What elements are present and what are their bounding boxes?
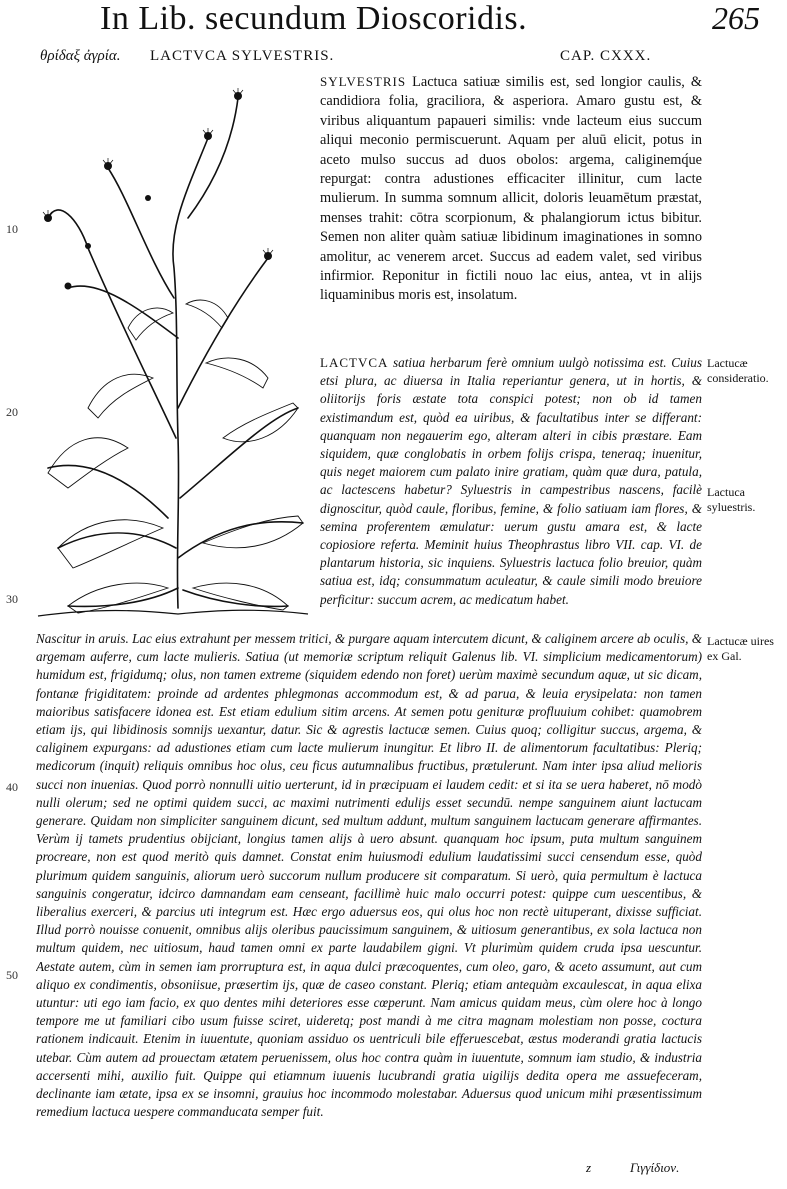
- running-title: In Lib. secundum Dioscoridis.: [100, 0, 528, 37]
- catchword: Γιγγίδιον.: [630, 1160, 680, 1175]
- commentary-lower-body: Nascitur in aruis. Lac eius extrahunt per messem tritici, & purgare aquam intercutem dicunt, & caliginem arcere ab oculis, & argemam auferre, cum lacte mulieris. Satiua (ut memoriæ scriptum reliquit Galenus lib. VI. simplicium medicamentorum) humidum est, frigidumq; olus, non tamen extreme (siquidem edendo non foret) uerùm maximè secundum aquæ, ut sic dicam, fontanæ frigiditatem: proinde ad ardentes phlegmonas accommodum est, & ad parua, & leuia erysipelata: non tamen maioribus satisfacere idonea est. Est etiam edulium sitim arcens. At semen potu genituræ profluuium cohibet: quamobrem etiam ijs, qui libidinosis somnijs uexantur, datur. Sic & agrestis lactucæ semen. Cuius quoq; colligitur succus, argema, & caliginem expurgans: ad adustiones etiam cum lacte mulierum inungitur. Et libro II. de alimentorum facultatibus: Pleriq; medicorum (inquit) reliquis omnibus hoc olus, ceu ficus autumnalibus fructibus, prætulerunt. Nam inter ipsa aliud melioris succi non inuenias. Quod porrò nonnulli uitio uerterunt, id in præcipuam ei laudem cedit: et si ita se uera haberet, nō modò nulli olerum; sed ne optimi quidem succi, ac maximi nutrimenti edulijs esset secundū. nempe sanguinem aiunt lactucam generare. Quidam non simpliciter sanguinem dicunt, sed multum addunt, multum sanguinem lactucam generare affirmantes. Verùm ij tamets prudentius obijciant, longius tamen alijs à uero absunt. quanquam hoc ipsum, puta multum sanguinem procreare, non est quod meritò quis damnet. Constat enim huiusmodi edulium laudatissimi succi censendum esse, quòd plurimum quidem sanguinis, aliorum uerò succorum nullum producere sit comparatum. Si uerò, quia permultum è lactuca sanguinis congeratur, idcirco damnandam eam censeant, facillimè huic malo occurri potest: quippe cum uescentibus, & liberalius exerceri, & parcius uti integrum est. Hæc ergo aduersus eos, qui olus hoc non rectè uituperant, dixisse sufficiat. Illud porrò nouisse conuenit, omnibus alijs oleribus paucissimum sanguinem, & uitiosum generantibus, ex sola lactuca non multum quidem, nec uitiosum, haud tamen omni ex parte laudabilem gigni. Vt plurimùm quidem cruda ipsa uescuntur. Aestate autem, cùm in semen iam prorruptura est, in aqua dulci præcoquentes, cum oleo, garo, & aceto assumunt, aut cum aliquo ex condimentis, obsoniisue, præsertim ijs, quæ de caseo constant. Pleriq; etiam antequàm excaulescat, in aqua elixa utuntur: uti ego iam facio, ex quo dentes mihi deteriores esse cœperunt. Nam amicus quidam meus, cùm olere hoc à longo tempore me ut familiari cibo usum fuisse sciret, uideretq; post mandi à me citra magnam molestiam non posse, coctura rationem indicauit. Etenim in iuuentute, quoniam assiduo os uentriculi bile efferuescebat, æstus moderandi gratia lactucis utebar. Cùm autem ad prouectam ætatem peruenissem, olus hoc contra quàm in iuuentute, somnum iam studio, & industria accersenti mihi, auxilio fuit. Quippe qui etiamnum iuuenis lucubrandi gratia uigilijs dedita opera me assuefeceram, declinante iam ætate, ipsa ex se insomni, grauius hoc incommodo molestabar. Aduersus quod unicum mihi præsentissimum remedium lactuca uespere commanducata semper fuit.: [36, 631, 702, 1120]
- line-number: 40: [6, 780, 18, 794]
- margin-note: Lactucæ consideratio.: [707, 356, 769, 385]
- commentary-lower: [36, 630, 702, 1175]
- margin-note: Lactuca syluestris.: [707, 485, 756, 514]
- wild-lettuce-illustration: [28, 78, 310, 618]
- chapter-heading: [40, 48, 700, 70]
- line-number: 50: [6, 968, 18, 982]
- line-number: 20: [6, 405, 18, 419]
- line-number: 30: [6, 592, 18, 606]
- chapter-number: CAP. CXXX.: [560, 48, 652, 64]
- running-head: [60, 0, 760, 44]
- latin-name: LACTVCA SYLVESTRIS.: [150, 48, 335, 64]
- dioscorides-text: [320, 72, 702, 340]
- page-number: 265: [712, 0, 760, 36]
- commentary-upper-body: satiua herbarum ferè omnium uulgò notissima est. Cuius etsi plura, ac diuersa in Italia reperiantur genera, ut in hortis, & oliitorijs foris æstate tota conspici potest; non ob id tamen existimandum est, quòd ea uiribus, & facultatibus inter se differant: quanquam non negauerim ego, alteram alteri in cibis præstare. Eam siquidem, quæ conglobatis in orbem folijs crispa, teneraq; inuenitur, quis neget maiorem cum palato inire gratiam, quàm quæ dura, patula, ac lactescens habetur? Syluestris in campestribus nascens, facilè dignoscitur, quòd caule, floribus, femine, & folio satiuam iam flores, & semina proferentem æmulatur: uerum gustu amara est, & lacte copiosiore referta. Meminit huius Theophrastus libro VII. cap. VI. de plantarum historia, sic inquiens. Syluestris lactuca folio breuior, quàm satiua est, idq; consummatum aculeatur, & caule simili modo breuiore perficitur: succum acrem, ac medicatum habet.: [320, 355, 702, 607]
- lead-word: LACTVCA: [320, 355, 389, 370]
- dioscorides-body: Lactuca satiuæ similis est, sed longior caulis, & candidiora folia, graciliora, & asperiora. Amaro gustu est, & viribus aliquantum papaueri similis: vnde lacteum eius succum aliqui meconio permiscuerunt. Aquam per aluū elicit, potus in aceto mulso succus ad duos obolos: argema, caliginemq́ue repurgat: contra adustiones efficaciter illinitur, cum lacte mulierum. In summa somnum allicit, doloris leuamētum præstat, menses trahit: cōtra scorpionum, & phalangiorum ictus bibitur. Semen non aliter quàm satiuæ libidinum imaginationes in somno amolitur, ac venerem arcet. Succus ad eadem valet, sed viribus infirmior. Reponitur in fictili nouo lac eius, antea, vt in alijs liquaminibus moris est, insolatum.: [320, 74, 702, 304]
- plant-woodcut: [28, 78, 310, 618]
- greek-name: θρίδαξ ἀγρία.: [40, 48, 121, 64]
- lead-word: SYLVESTRIS: [320, 74, 407, 89]
- line-number: 10: [6, 222, 18, 236]
- commentary-upper: [320, 354, 702, 629]
- signature-mark: z: [586, 1160, 592, 1175]
- margin-note: Lactucæ uires ex Gal.: [707, 634, 774, 663]
